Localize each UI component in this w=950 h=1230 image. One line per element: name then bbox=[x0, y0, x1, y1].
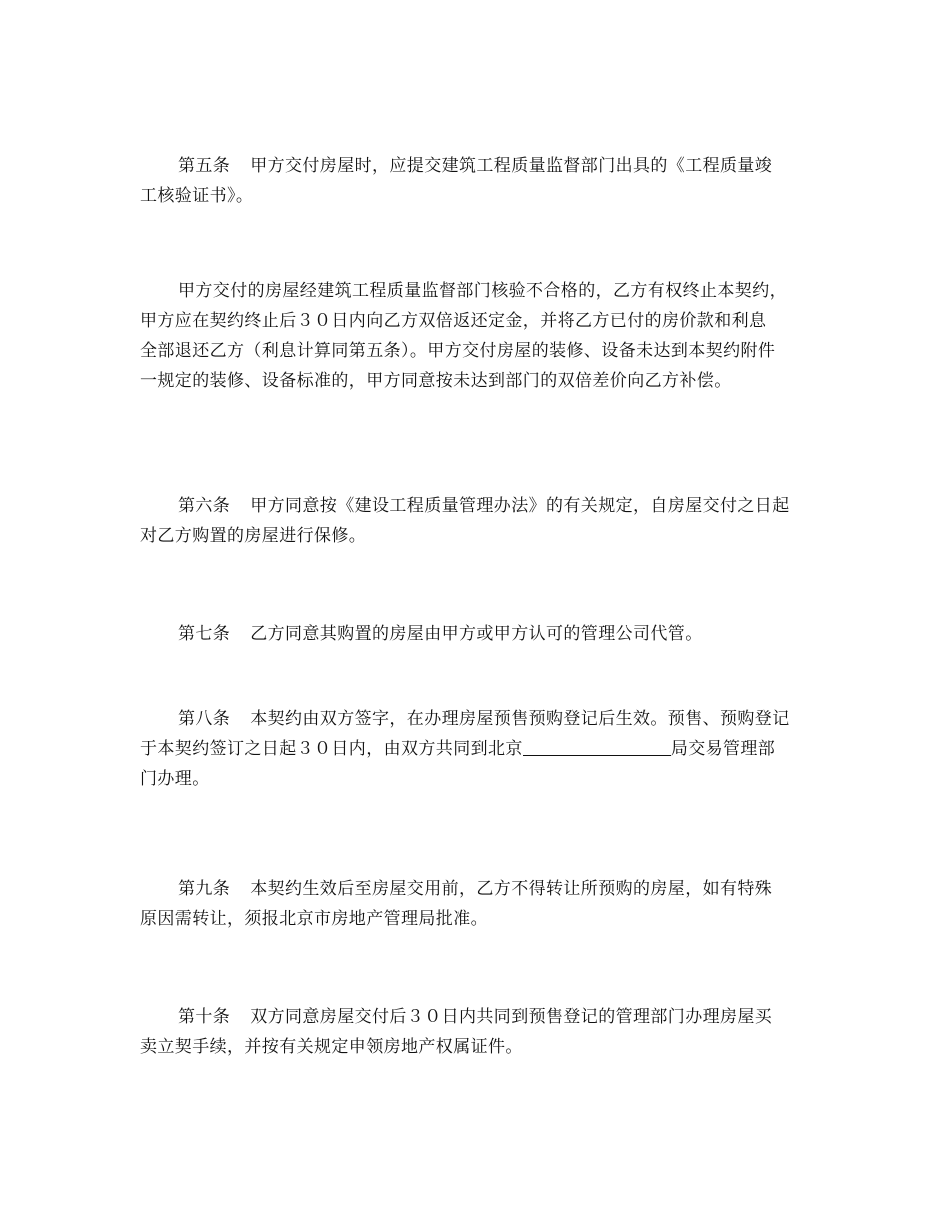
article-text: 于本契约签订之日起３０日内，由双方共同到北京 bbox=[140, 739, 523, 759]
article-7 bbox=[140, 619, 820, 649]
article-text: 一规定的装修、设备标准的，甲方同意按未达到部门的双倍差价向乙方补偿。 bbox=[140, 371, 732, 391]
article-5 bbox=[140, 151, 820, 211]
article-label: 第九条 bbox=[178, 879, 231, 899]
article-6 bbox=[140, 491, 820, 551]
article-text: 工核验证书》。 bbox=[140, 186, 254, 206]
article-9 bbox=[140, 874, 820, 934]
article-label: 第六条 bbox=[178, 496, 231, 516]
article-text: 原因需转让，须报北京市房地产管理局批准。 bbox=[140, 909, 488, 929]
article-8 bbox=[140, 704, 820, 794]
article-10 bbox=[140, 1002, 820, 1062]
article-label: 第五条 bbox=[178, 156, 231, 176]
article-text: 甲方交付房屋时，应提交建筑工程质量监督部门出具的《工程质量竣 bbox=[250, 156, 773, 176]
article-text: 甲方交付的房屋经建筑工程质量监督部门核验不合格的，乙方有权终止本契约， bbox=[178, 281, 787, 301]
article-label: 第十条 bbox=[178, 1007, 231, 1027]
article-label: 第八条 bbox=[178, 709, 231, 729]
article-text: 对乙方购置的房屋进行保修。 bbox=[140, 526, 367, 546]
article-text: 卖立契手续，并按有关规定申领房地产权属证件。 bbox=[140, 1037, 523, 1057]
article-text: 甲方应在契约终止后３０日内向乙方双倍返还定金，并将乙方已付的房价款和利息 bbox=[140, 311, 767, 331]
article-text: 本契约生效后至房屋交用前，乙方不得转让所预购的房屋，如有特殊 bbox=[250, 879, 773, 899]
article-5-continued bbox=[140, 276, 820, 396]
article-text: 甲方同意按《建设工程质量管理办法》的有关规定，自房屋交付之日起 bbox=[250, 496, 790, 516]
article-text: 全部退还乙方（利息计算同第五条）。甲方交付房屋的装修、设备未达到本契约附件 bbox=[140, 341, 776, 361]
fill-in-blank[interactable] bbox=[523, 737, 671, 756]
article-text: 本契约由双方签字，在办理房屋预售预购登记后生效。预售、预购登记 bbox=[250, 709, 790, 729]
article-text: 乙方同意其购置的房屋由甲方或甲方认可的管理公司代管。 bbox=[250, 624, 703, 644]
article-text: 局交易管理部 bbox=[670, 739, 776, 759]
article-text: 双方同意房屋交付后３０日内共同到预售登记的管理部门办理房屋买 bbox=[250, 1007, 773, 1027]
article-label: 第七条 bbox=[178, 624, 231, 644]
article-text: 门办理。 bbox=[140, 769, 210, 789]
